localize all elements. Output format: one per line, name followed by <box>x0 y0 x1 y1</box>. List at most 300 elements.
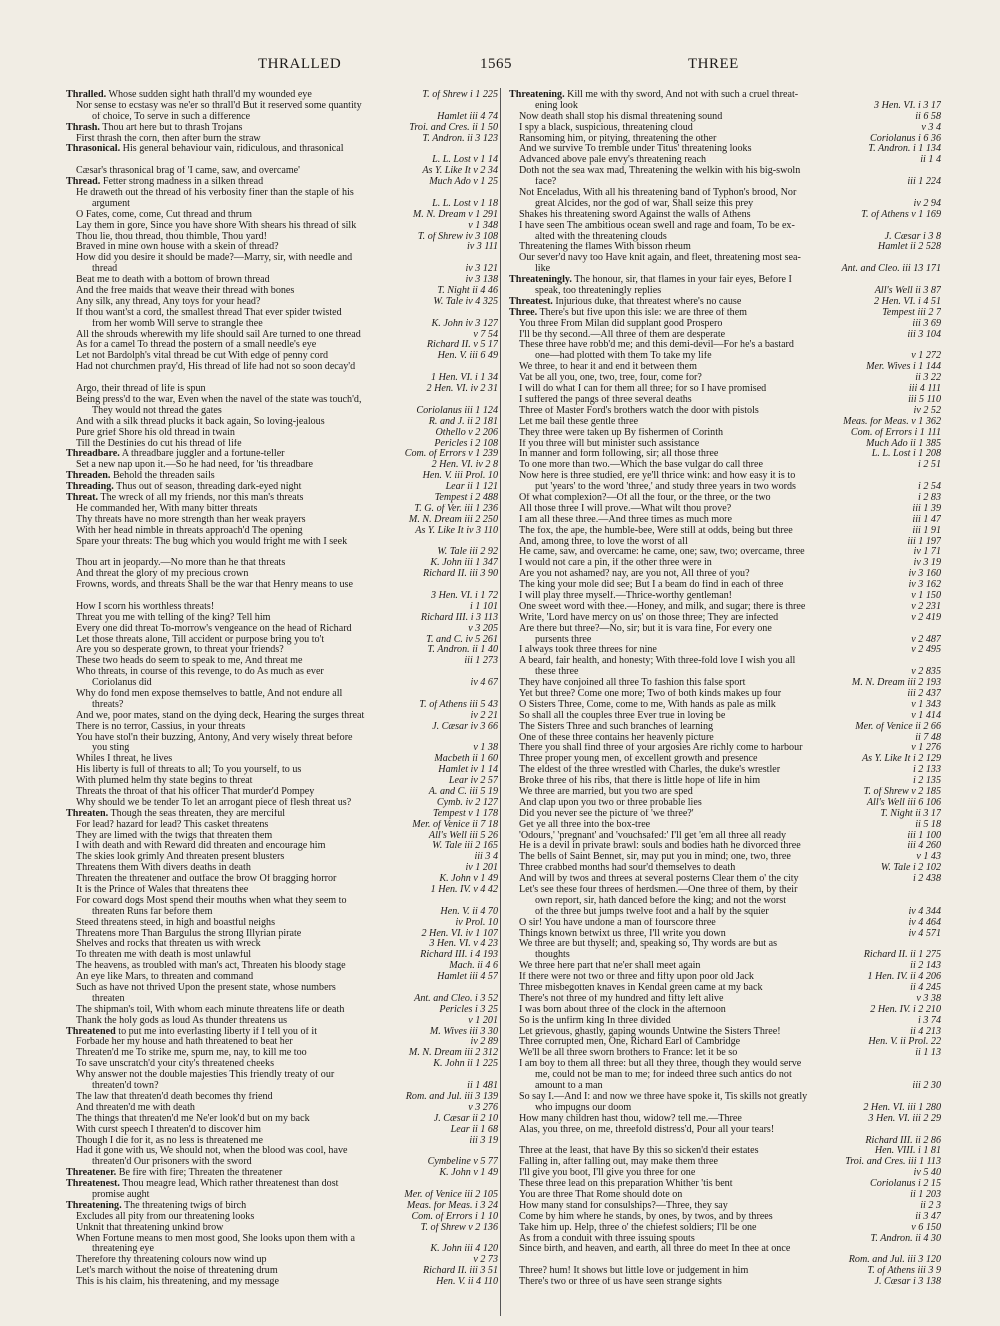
quotation-text: His liberty is full of threats to all; To you yourself, to us <box>76 765 302 776</box>
concordance-line <box>66 1223 498 1234</box>
concordance-line <box>66 417 498 428</box>
play-reference: iii 4 260 <box>904 841 941 852</box>
play-reference: T. of Athens iii 3 9 <box>864 1266 941 1277</box>
concordance-line <box>66 1277 498 1288</box>
play-reference: v 1 272 <box>908 351 941 362</box>
concordance-line <box>509 656 941 667</box>
play-reference: Mach. ii 4 6 <box>446 961 498 972</box>
quotation-text: Are you so desperate grown, to threat your friends? <box>76 645 284 656</box>
concordance-line <box>66 689 498 700</box>
quotation-text: The heavens, as troubled with man's act, Threaten his bloody stage <box>76 961 346 972</box>
play-reference: ii 2 3 <box>917 1201 941 1212</box>
play-reference: 2 Hen. VI. iv 1 107 <box>418 929 498 940</box>
play-reference: 1 Hen. IV. ii 4 206 <box>864 972 941 983</box>
concordance-line <box>509 820 941 831</box>
concordance-line <box>66 1255 498 1266</box>
quotation-text: face? <box>535 177 557 188</box>
concordance-line <box>66 199 498 210</box>
quotation-text: We three here part that ne'er shall meet again <box>519 961 701 972</box>
play-reference: T. Andron. ii 1 40 <box>425 645 498 656</box>
concordance-line <box>66 439 498 450</box>
quotation-text: How many stand for consulships?—Three, they say <box>519 1200 728 1211</box>
concordance-line <box>509 155 941 166</box>
play-reference: v 1 276 <box>908 743 941 754</box>
play-reference: iv 5 40 <box>911 1168 941 1179</box>
play-reference: All's Well ii 3 87 <box>872 286 941 297</box>
play-reference: ii 6 58 <box>912 112 941 123</box>
concordance-line <box>66 1103 498 1114</box>
play-reference: T. of Athens iii 5 43 <box>416 700 498 711</box>
headword: Thrash. <box>66 122 100 133</box>
quotation-text: Three misbegotten knaves in Kendal green came at my back <box>519 983 763 994</box>
quotation-text: Take him up. Help, three o' the chiefest soldiers; I'll be one <box>519 1222 757 1233</box>
play-reference: Much Ado v 1 25 <box>426 177 498 188</box>
concordance-line <box>66 275 498 286</box>
play-reference: T. G. of Ver. iii 1 236 <box>411 504 498 515</box>
quotation-text: And with a silk thread plucks it back again, So loving-jealous <box>76 416 325 427</box>
quotation-text: thread <box>92 264 118 275</box>
quotation-text: The eldest of the three wrestled with Charles, the duke's wrestler <box>519 765 781 776</box>
play-reference: 3 Hen. VI. iii 2 29 <box>865 1114 941 1125</box>
quotation-text: The things that threaten'd me Ne'er look'd but on my back <box>76 1113 310 1124</box>
play-reference: T. of Shrew v 2 185 <box>861 787 941 798</box>
play-reference: ii 2 143 <box>907 961 941 972</box>
concordance-line <box>509 1136 941 1147</box>
concordance-line <box>509 460 941 471</box>
quotation-text: Though I die for it, as no less is threatened me <box>76 1135 263 1146</box>
concordance-line <box>509 242 941 253</box>
quotation-text: Injurious duke, that threatest where's no cause <box>555 296 742 307</box>
play-reference: 2 Hen. VI. i 4 51 <box>871 297 941 308</box>
concordance-line <box>509 1037 941 1048</box>
concordance-line <box>509 776 941 787</box>
quotation-text: Not Enceladus, With all his threatening band of Typhon's brood, Nor <box>519 188 797 199</box>
headword: Threatest. <box>509 296 553 307</box>
play-reference: R. and J. ii 2 181 <box>426 417 498 428</box>
quotation-text: of the three but jumps twelve foot and a half by the squier <box>535 906 769 917</box>
quotation-text: I am all these three.—And three times as much more <box>519 514 733 525</box>
play-reference: T. Night ii 3 17 <box>877 809 941 820</box>
concordance-line <box>509 733 941 744</box>
play-reference: M. Wives iii 3 30 <box>427 1027 498 1038</box>
concordance-line <box>509 1201 941 1212</box>
play-reference: Hen. V. iii 6 49 <box>435 351 498 362</box>
quotation-text: threaten <box>92 993 125 1004</box>
play-reference: v 3 38 <box>913 994 941 1005</box>
quotation-text: They would not thread the gates <box>92 405 222 416</box>
quotation-text: Set a new nap upon it.—So he had need, for 'tis threadbare <box>76 460 313 471</box>
concordance-line <box>509 591 941 602</box>
play-reference: Hen. V. ii Prol. 22 <box>865 1037 941 1048</box>
concordance-line <box>509 286 941 297</box>
quotation-text: I with death and with Reward did threaten and encourage him <box>76 841 326 852</box>
quotation-text: I have seen The ambitious ocean swell and rage and foam, To be ex- <box>519 220 795 231</box>
concordance-line <box>509 994 941 1005</box>
concordance-line <box>66 591 498 602</box>
concordance-line <box>509 253 941 264</box>
quotation-text: Thou art here but to thrash Trojans <box>102 122 243 133</box>
concordance-line <box>509 1168 941 1179</box>
concordance-line <box>66 994 498 1005</box>
concordance-line <box>66 667 498 678</box>
play-reference: Macbeth ii 1 60 <box>431 754 498 765</box>
play-reference: J. Cæsar i 3 138 <box>872 1277 941 1288</box>
concordance-line <box>509 1103 941 1114</box>
play-reference: L. L. Lost i 1 208 <box>869 449 941 460</box>
concordance-line <box>66 188 498 199</box>
play-reference: As Y. Like It iv 3 110 <box>412 526 498 537</box>
quotation-text: Nor sense to ecstasy was ne'er so thrall'd But it reserved some quantity <box>76 100 362 111</box>
quotation-text: These three lead on this preparation Whither 'tis bent <box>519 1179 733 1190</box>
concordance-line <box>66 776 498 787</box>
concordance-line <box>509 798 941 809</box>
concordance-line <box>66 711 498 722</box>
quotation-text: Yet but three? Come one more; Two of both kinds makes up four <box>519 688 782 699</box>
quotation-text: The wreck of all my friends, nor this man's threats <box>100 492 304 503</box>
concordance-line <box>66 798 498 809</box>
concordance-line <box>509 602 941 613</box>
concordance-line <box>66 351 498 362</box>
quotation-text: You have stol'n their buzzing, Antony, And very wisely threat before <box>76 732 353 743</box>
concordance-line <box>509 907 941 918</box>
concordance-line <box>509 1277 941 1288</box>
concordance-line <box>66 232 498 243</box>
quotation-text: These three have robb'd me; and this demi-devil—For he's a bastard <box>519 340 794 351</box>
play-reference: Hen. V. ii 4 110 <box>433 1277 498 1288</box>
play-reference: i 3 74 <box>915 1016 941 1027</box>
column-divider <box>500 88 501 1316</box>
concordance-line <box>509 929 941 940</box>
play-reference: 2 Hen. VI. iv 2 31 <box>424 384 498 395</box>
concordance-line <box>509 123 941 134</box>
play-reference: 2 Hen. VI. iii 1 280 <box>860 1103 941 1114</box>
concordance-line <box>66 362 498 373</box>
concordance-line <box>66 286 498 297</box>
quotation-text: threaten'd Our prisoners with the sword <box>92 1157 252 1168</box>
play-reference: Coriolanus i 2 15 <box>867 1179 941 1190</box>
concordance-line <box>509 885 941 896</box>
concordance-line <box>66 428 498 439</box>
quotation-text: His general behaviour vain, ridiculous, and thrasonical <box>122 144 344 155</box>
quotation-text: Three? hum! It shows but little love or judgement in him <box>519 1266 749 1277</box>
play-reference: K. John iii 1 347 <box>427 558 498 569</box>
play-reference: v 2 495 <box>908 645 941 656</box>
headword: Threadbare. <box>66 449 120 460</box>
concordance-line <box>509 1244 941 1255</box>
quotation-text: They have conjoined all three To fashion this false sport <box>519 678 746 689</box>
quotation-text: To one more than two.—Which the base vulgar do call three <box>519 460 763 471</box>
concordance-line <box>509 689 941 700</box>
play-reference: Mer. of Venice iii 2 105 <box>401 1190 498 1201</box>
quotation-text: As for a camel To thread the postern of a small needle's eye <box>76 340 317 351</box>
play-reference: iv 2 21 <box>468 711 498 722</box>
play-reference: Lear iv 2 57 <box>446 776 498 787</box>
play-reference: iii 3 69 <box>909 319 941 330</box>
play-reference: v 2 419 <box>908 613 941 624</box>
concordance-line <box>66 155 498 166</box>
play-reference: v 1 414 <box>908 711 941 722</box>
concordance-line <box>509 754 941 765</box>
quotation-text: I always took three threes for nine <box>519 645 657 656</box>
play-reference: M. N. Dream iii 2 250 <box>406 515 498 526</box>
concordance-line <box>66 656 498 667</box>
concordance-line <box>66 1212 498 1223</box>
quotation-text: of choice, To serve in such a difference <box>92 111 251 122</box>
quotation-text: own report, sir, hath danced before the king; and not the worst <box>535 895 787 906</box>
quotation-text: I'll be thy second.—All three of them are desperate <box>519 329 726 340</box>
concordance-line <box>66 1266 498 1277</box>
play-reference: ii 3 47 <box>912 1212 941 1223</box>
play-reference: T. Andron. ii 4 30 <box>868 1234 941 1245</box>
play-reference: M. N. Dream v 1 291 <box>410 210 498 221</box>
headword: Thralled. <box>66 90 107 100</box>
quotation-text: They three were taken up By fishermen of Corinth <box>519 427 724 438</box>
play-reference: Richard II. iii 3 51 <box>420 1266 498 1277</box>
concordance-line <box>66 1136 498 1147</box>
quotation-text: Had not churchmen pray'd, His thread of life had not so soon decay'd <box>76 362 356 373</box>
play-reference: iii 1 39 <box>909 504 941 515</box>
quotation-text: For coward dogs Most spend their mouths when what they seem to <box>76 895 347 906</box>
concordance-line <box>509 1081 941 1092</box>
concordance-line <box>509 961 941 972</box>
concordance-line <box>509 504 941 515</box>
quotation-text: I suffered the pangs of three several deaths <box>519 394 692 405</box>
quotation-text: Thou lie, thou thread, thou thimble, Thou yard! <box>76 231 267 242</box>
play-reference: iv 3 162 <box>905 580 941 591</box>
play-reference: All's Well iii 6 106 <box>864 798 941 809</box>
concordance-line <box>66 1244 498 1255</box>
play-reference: ii 5 18 <box>912 820 941 831</box>
play-reference: Pericles i 2 108 <box>431 439 498 450</box>
play-reference: W. Tale i 2 102 <box>878 863 941 874</box>
play-reference: Tempest iii 2 7 <box>879 308 941 319</box>
concordance-line <box>509 678 941 689</box>
play-reference: iii 1 224 <box>904 177 941 188</box>
play-reference: iii 1 197 <box>904 537 941 548</box>
quotation-text: We'll be all three sworn brothers to France: let it be so <box>519 1048 738 1059</box>
quotation-text: How did you desire it should be made?—Marry, sir, with needle and <box>76 253 353 264</box>
quotation-text: With curst speech I threaten'd to discover him <box>76 1124 262 1135</box>
quotation-text: Excludes all pity from our threatening looks <box>76 1211 255 1222</box>
concordance-line <box>66 765 498 776</box>
quotation-text: I would not care a pin, if the other three were in <box>519 558 712 569</box>
concordance-line <box>509 874 941 885</box>
concordance-line <box>66 874 498 885</box>
concordance-line <box>509 1114 941 1125</box>
quotation-text: The Sisters Three and such branches of learning <box>519 721 714 732</box>
play-reference: iv 4 571 <box>905 929 941 940</box>
concordance-line <box>509 537 941 548</box>
headword: Threaden. <box>66 471 111 482</box>
concordance-line <box>509 1027 941 1038</box>
concordance-line <box>509 1048 941 1059</box>
play-reference: K. John iv 3 127 <box>429 319 498 330</box>
quotation-text: Of what complexion?—Of all the four, or the three, or the two <box>519 492 771 503</box>
quotation-text: The law that threaten'd death becomes thy friend <box>76 1091 273 1102</box>
quotation-text: Beat me to death with a bottom of brown thread <box>76 275 270 286</box>
quotation-text: Write, 'Lord have mercy on us' on those three; They are infected <box>519 612 779 623</box>
concordance-line <box>66 493 498 504</box>
concordance-line <box>66 1092 498 1103</box>
play-reference: Mer. of Venice ii 2 66 <box>852 722 941 733</box>
left-column <box>66 90 498 1315</box>
quotation-text: Alas, you three, on me, threefold distress'd, Pour all your tears! <box>519 1124 775 1135</box>
concordance-line <box>66 210 498 221</box>
headword: Threatener. <box>66 1168 117 1179</box>
play-reference: Mer. Wives i 1 144 <box>863 362 941 373</box>
play-reference: iii 3 104 <box>904 330 941 341</box>
concordance-line <box>509 809 941 820</box>
play-reference: All's Well iii 5 26 <box>426 831 498 842</box>
play-reference: Cymb. iv 2 127 <box>434 798 498 809</box>
quotation-text: promise aught <box>92 1189 150 1200</box>
concordance-line <box>509 613 941 624</box>
quotation-text: Coriolanus did <box>92 678 152 689</box>
running-head <box>60 52 940 76</box>
play-reference: ii 1 13 <box>912 1048 941 1059</box>
play-reference: i 1 101 <box>467 602 498 613</box>
concordance-line <box>66 308 498 319</box>
quotation-text: For lead? hazard for lead? This casket threatens <box>76 819 269 830</box>
headword: Thread. <box>66 177 101 188</box>
play-reference: 2 Hen. IV. i 2 210 <box>867 1005 941 1016</box>
quotation-text: Till the Destinies do cut his thread of life <box>76 438 242 449</box>
quotation-text: I spy a black, suspicious, threatening cloud <box>519 122 693 133</box>
quotation-text: They are limed with the twigs that threaten them <box>76 830 273 841</box>
play-reference: ii 1 203 <box>907 1190 941 1201</box>
quotation-text: Be fire with fire; Threaten the threatener <box>118 1168 283 1179</box>
quotation-text: Why answer not the double majesties This friendly treaty of our <box>76 1070 335 1081</box>
quotation-text: Therefore thy threatening colours now wind up <box>76 1255 267 1266</box>
quotation-text: Since birth, and heaven, and earth, all three do meet In thee at once <box>519 1244 791 1255</box>
concordance-line <box>66 384 498 395</box>
play-reference: Com. of Errors i 1 111 <box>848 428 941 439</box>
concordance-line <box>66 319 498 330</box>
quotation-text: Now death shall stop his dismal threatening sound <box>519 111 723 122</box>
concordance-line <box>509 918 941 929</box>
concordance-line <box>66 406 498 417</box>
concordance-line <box>509 722 941 733</box>
quotation-text: Thy threats have no more strength than her weak prayers <box>76 514 306 525</box>
quotation-text: you sting <box>92 743 130 754</box>
concordance-line <box>66 569 498 580</box>
concordance-line <box>509 852 941 863</box>
quotation-text: With her head nimble in threats approach'd The opening <box>76 525 303 536</box>
play-reference: A. and C. iii 5 19 <box>426 787 498 798</box>
concordance-line <box>509 1059 941 1070</box>
concordance-line <box>509 1005 941 1016</box>
play-reference: i 2 83 <box>915 493 941 504</box>
quotation-text: How many children hast thou, widow? tell me.—Three <box>519 1113 742 1124</box>
concordance-line <box>66 743 498 754</box>
quotation-text: The fox, the ape, the humble-bee, Were still at odds, being but three <box>519 525 793 536</box>
concordance-line <box>66 1179 498 1190</box>
play-reference: Coriolanus i 6 36 <box>867 134 941 145</box>
play-reference: i 2 51 <box>915 460 941 471</box>
play-reference: Hamlet iii 4 74 <box>434 112 498 123</box>
quotation-text: The shipman's toil, With whom each minute threatens life or death <box>76 1004 345 1015</box>
play-reference: Com. of Errors v 1 239 <box>402 449 498 460</box>
concordance-line <box>66 264 498 275</box>
concordance-line <box>66 602 498 613</box>
play-reference: v 1 343 <box>908 700 941 711</box>
quotation-text: The king your mole did see; But I a beam do find in each of three <box>519 580 784 591</box>
play-reference: i 2 438 <box>910 874 941 885</box>
headword: Thrasonical. <box>66 144 121 155</box>
quotation-text: Vat be all you, one, two, tree, four, come for? <box>519 373 702 384</box>
play-reference: Meas. for Meas. v 1 362 <box>840 417 941 428</box>
concordance-line <box>66 722 498 733</box>
quotation-text: An eye like Mars, to threaten and command <box>76 972 254 983</box>
concordance-line <box>66 1027 498 1038</box>
play-reference: Much Ado ii 1 385 <box>863 439 941 450</box>
quotation-text: Doth not the sea wax mad, Threatening the welkin with his big-swoln <box>519 166 801 177</box>
play-reference: iii 3 4 <box>471 852 498 863</box>
concordance-line <box>509 264 941 275</box>
concordance-line <box>66 972 498 983</box>
concordance-line <box>66 613 498 624</box>
concordance-line <box>509 1092 941 1103</box>
quotation-text: Falling in, after falling out, may make them three <box>519 1157 719 1168</box>
concordance-line <box>509 841 941 852</box>
play-reference: iv 4 464 <box>905 918 941 929</box>
play-reference: v 3 205 <box>465 624 498 635</box>
quotation-text: Let not Bardolph's vital thread be cut With edge of penny cord <box>76 351 329 362</box>
concordance-line <box>509 863 941 874</box>
concordance-line <box>66 547 498 558</box>
quotation-text: There's but five upon this isle: we are three of them <box>539 307 748 318</box>
quotation-text: speak, too threateningly replies <box>535 286 662 297</box>
concordance-line <box>66 242 498 253</box>
play-reference: iii 1 100 <box>904 831 941 842</box>
play-reference: ii 1 481 <box>464 1081 498 1092</box>
play-reference: J. Cæsar i 3 8 <box>882 232 941 243</box>
play-reference: v 2 73 <box>470 1255 498 1266</box>
quotation-text: Ransoming him, or pitying, threatening the other <box>519 133 717 144</box>
concordance-line <box>509 711 941 722</box>
play-reference: v 6 150 <box>908 1223 941 1234</box>
play-reference: Pericles i 3 25 <box>436 1005 498 1016</box>
play-reference: iii 2 30 <box>909 1081 941 1092</box>
concordance-line <box>66 961 498 972</box>
play-reference: iv 3 121 <box>462 264 498 275</box>
quotation-text: O Fates, come, come, Cut thread and thrum <box>76 209 253 220</box>
play-reference: 1 Hen. IV. v 4 42 <box>428 885 498 896</box>
concordance-line <box>509 526 941 537</box>
concordance-line <box>509 493 941 504</box>
play-reference: ii 3 22 <box>912 373 941 384</box>
quotation-text: Advanced above pale envy's threatening reach <box>519 155 707 166</box>
play-reference: Hen. V. ii 4 70 <box>437 907 498 918</box>
concordance-line <box>509 308 941 319</box>
play-reference: Meas. for Meas. i 3 24 <box>404 1201 498 1212</box>
quotation-text: Why do fond men expose themselves to battle, And not endure all <box>76 688 343 699</box>
concordance-line <box>509 1190 941 1201</box>
concordance-line <box>509 232 941 243</box>
concordance-line <box>66 471 498 482</box>
quotation-text: Had it gone with us, We should not, when the blood was cool, have <box>76 1146 348 1157</box>
concordance-line <box>509 330 941 341</box>
play-reference: iii 1 273 <box>461 656 498 667</box>
play-reference: T. Night ii 4 46 <box>434 286 498 297</box>
play-reference: ii 4 213 <box>907 1027 941 1038</box>
quotation-text: Are there but three?—No, sir; but it is vara fine, For every one <box>519 623 772 634</box>
play-reference: W. Tale iii 2 165 <box>429 841 498 852</box>
headword: Threaten. <box>66 808 109 819</box>
concordance-line <box>509 471 941 482</box>
concordance-line <box>66 166 498 177</box>
play-reference: Hen. V. iii Prol. 10 <box>420 471 498 482</box>
